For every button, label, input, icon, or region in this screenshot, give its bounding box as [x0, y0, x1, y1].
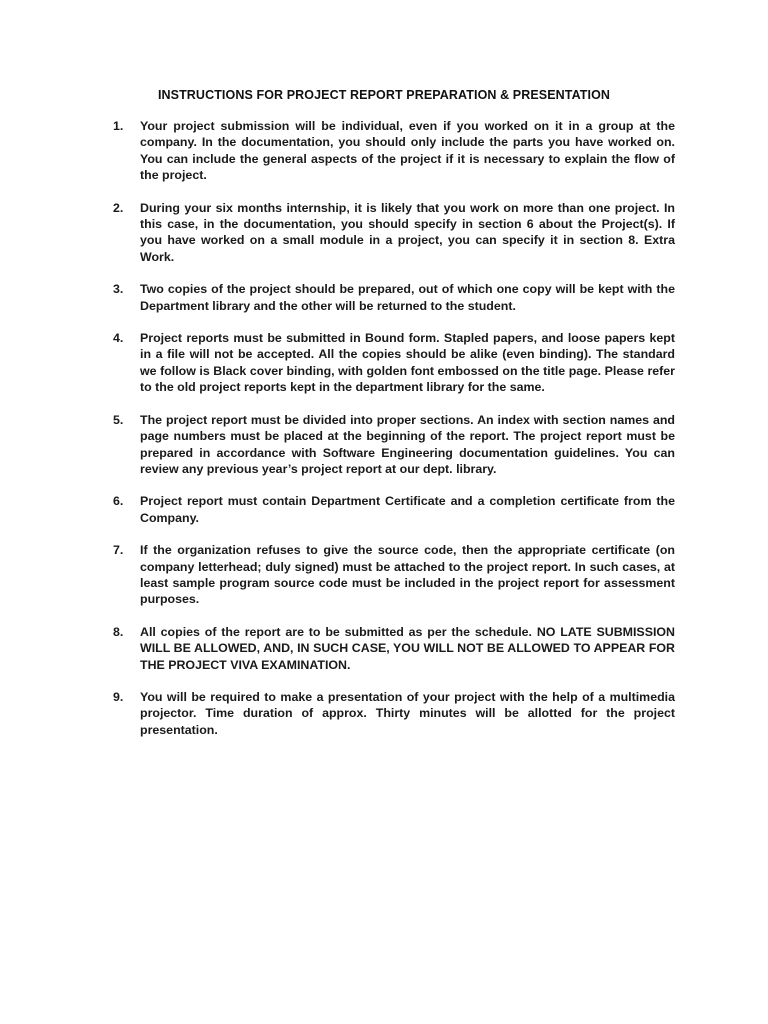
item-text: All copies of the report are to be submitted as per the schedule. NO LATE SUBMISSION WILL BE ALLOWED, AND, IN SUCH CASE, YOU WILL NOT BE ALLOWED TO APPEAR FOR THE PROJECT VIVA EXAMINATION. — [140, 624, 675, 672]
instruction-item — [113, 689, 675, 738]
instruction-item — [113, 281, 675, 314]
item-text: Your project submission will be individual, even if you worked on it in a group at the company. In the documentation, you should only include the parts you have worked on. You can include the general aspects of the project if it is necessary to explain the flow of the project. — [140, 119, 675, 183]
item-text: If the organization refuses to give the source code, then the appropriate certificate (on company letterhead; duly signed) must be attached to the project report. In such cases, at least sample program source code must be included in the project report for assessment purposes. — [140, 543, 675, 607]
item-number: 9. — [113, 689, 124, 704]
instruction-item — [113, 624, 675, 673]
item-number: 8. — [113, 624, 124, 639]
item-number: 4. — [113, 331, 124, 346]
item-text: During your six months internship, it is likely that you work on more than one project. In this case, in the documentation, you should specify in section 6 about the Project(s). If you have worked on a small module in a project, you can specify it in section 8. Extra Work. — [140, 200, 675, 264]
instruction-item — [113, 542, 675, 608]
instruction-item — [113, 330, 675, 396]
instruction-item — [113, 412, 675, 478]
item-text: Project reports must be submitted in Bound form. Stapled papers, and loose papers kept in a file will not be accepted. All the copies should be alike (even binding). The standard we follow is Black cover binding, with golden font embossed on the title page. Please refer to the old project reports kept in the department library for the same. — [140, 331, 675, 395]
instructions-list — [113, 118, 675, 738]
instruction-item — [113, 200, 675, 266]
item-number: 2. — [113, 200, 124, 215]
item-text: The project report must be divided into proper sections. An index with section names and page numbers must be placed at the beginning of the report. The project report must be prepared in accordance with Software Engineering documentation guidelines. You can review any previous year’s project report at our dept. library. — [140, 412, 675, 476]
instruction-item — [113, 493, 675, 526]
item-text: Two copies of the project should be prepared, out of which one copy will be kept with the Department library and the other will be returned to the student. — [140, 282, 675, 313]
document-title: INSTRUCTIONS FOR PROJECT REPORT PREPARATION & PRESENTATION — [157, 88, 611, 102]
item-number: 3. — [113, 282, 124, 297]
item-number: 1. — [113, 119, 124, 133]
instruction-item — [113, 118, 675, 184]
item-text: Project report must contain Department Certificate and a completion certificate from the Company. — [140, 494, 675, 525]
item-text: You will be required to make a presentation of your project with the help of a multimedia projector. Time duration of approx. Thirty minutes will be allotted for the project presentation. — [140, 689, 675, 737]
item-number: 6. — [113, 494, 124, 509]
item-number: 7. — [113, 543, 124, 558]
item-number: 5. — [113, 412, 124, 427]
